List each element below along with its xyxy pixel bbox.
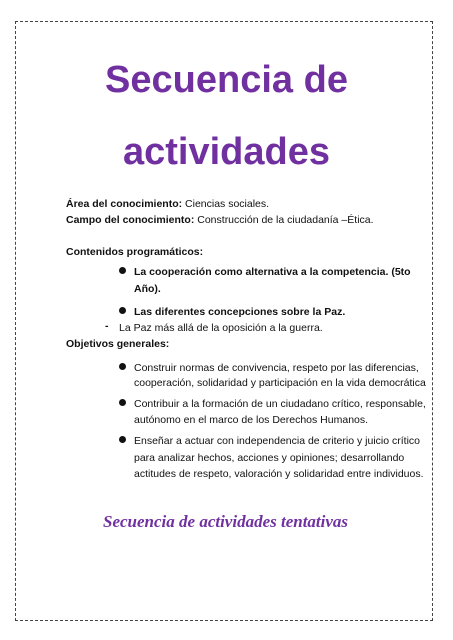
bullet-icon [119,399,126,406]
campo-value: Construcción de la ciudadanía –Ética. [194,214,374,226]
bullet-icon [119,436,126,443]
objetivo-1-line-1: Construir normas de convivencia, respeto por las diferencias, [134,362,419,374]
area-label: Área del conocimiento: [66,198,183,210]
contenido-2-line-1: Las diferentes concepciones sobre la Paz. [134,306,346,318]
objetivo-2-line-2: autónomo en el marco de los Derechos Humanos. [134,414,369,426]
objetivo-2-line-1: Contribuir a la formación de un ciudadano crítico, responsable, [134,398,426,410]
contenido-1-line-1: La cooperación como alternativa a la competencia. (5to [134,266,411,278]
title-line-1: Secuencia de [105,59,348,101]
objetivos-heading: Objetivos generales: [66,338,170,350]
contenido-subitem: La Paz más allá de la oposición a la guerra. [119,322,323,334]
bullet-icon [119,363,126,370]
contenido-1-line-2: Año). [134,283,161,295]
bullet-icon [119,307,126,314]
objetivo-3-line-1: Enseñar a actuar con independencia de criterio y juicio crítico [134,435,420,447]
contenidos-heading: Contenidos programáticos: [66,246,204,258]
objetivo-1-line-2: cooperación, solidaridad y participación en la vida democrática [134,377,426,389]
bullet-icon [119,267,126,274]
campo-label: Campo del conocimiento: [66,214,195,226]
area-line [66,197,269,211]
objetivo-3-line-2: para analizar hechos, acciones y opiniones; desarrollando [134,452,405,464]
subtitle: Secuencia de actividades tentativas [103,512,349,531]
objetivo-3-line-3: actitudes de respeto, valoración y solidaridad entre individuos. [134,468,424,480]
area-value: Ciencias sociales. [182,198,270,210]
campo-line [66,213,374,227]
title-line-2: actividades [123,131,330,173]
dash-icon: - [105,320,109,332]
